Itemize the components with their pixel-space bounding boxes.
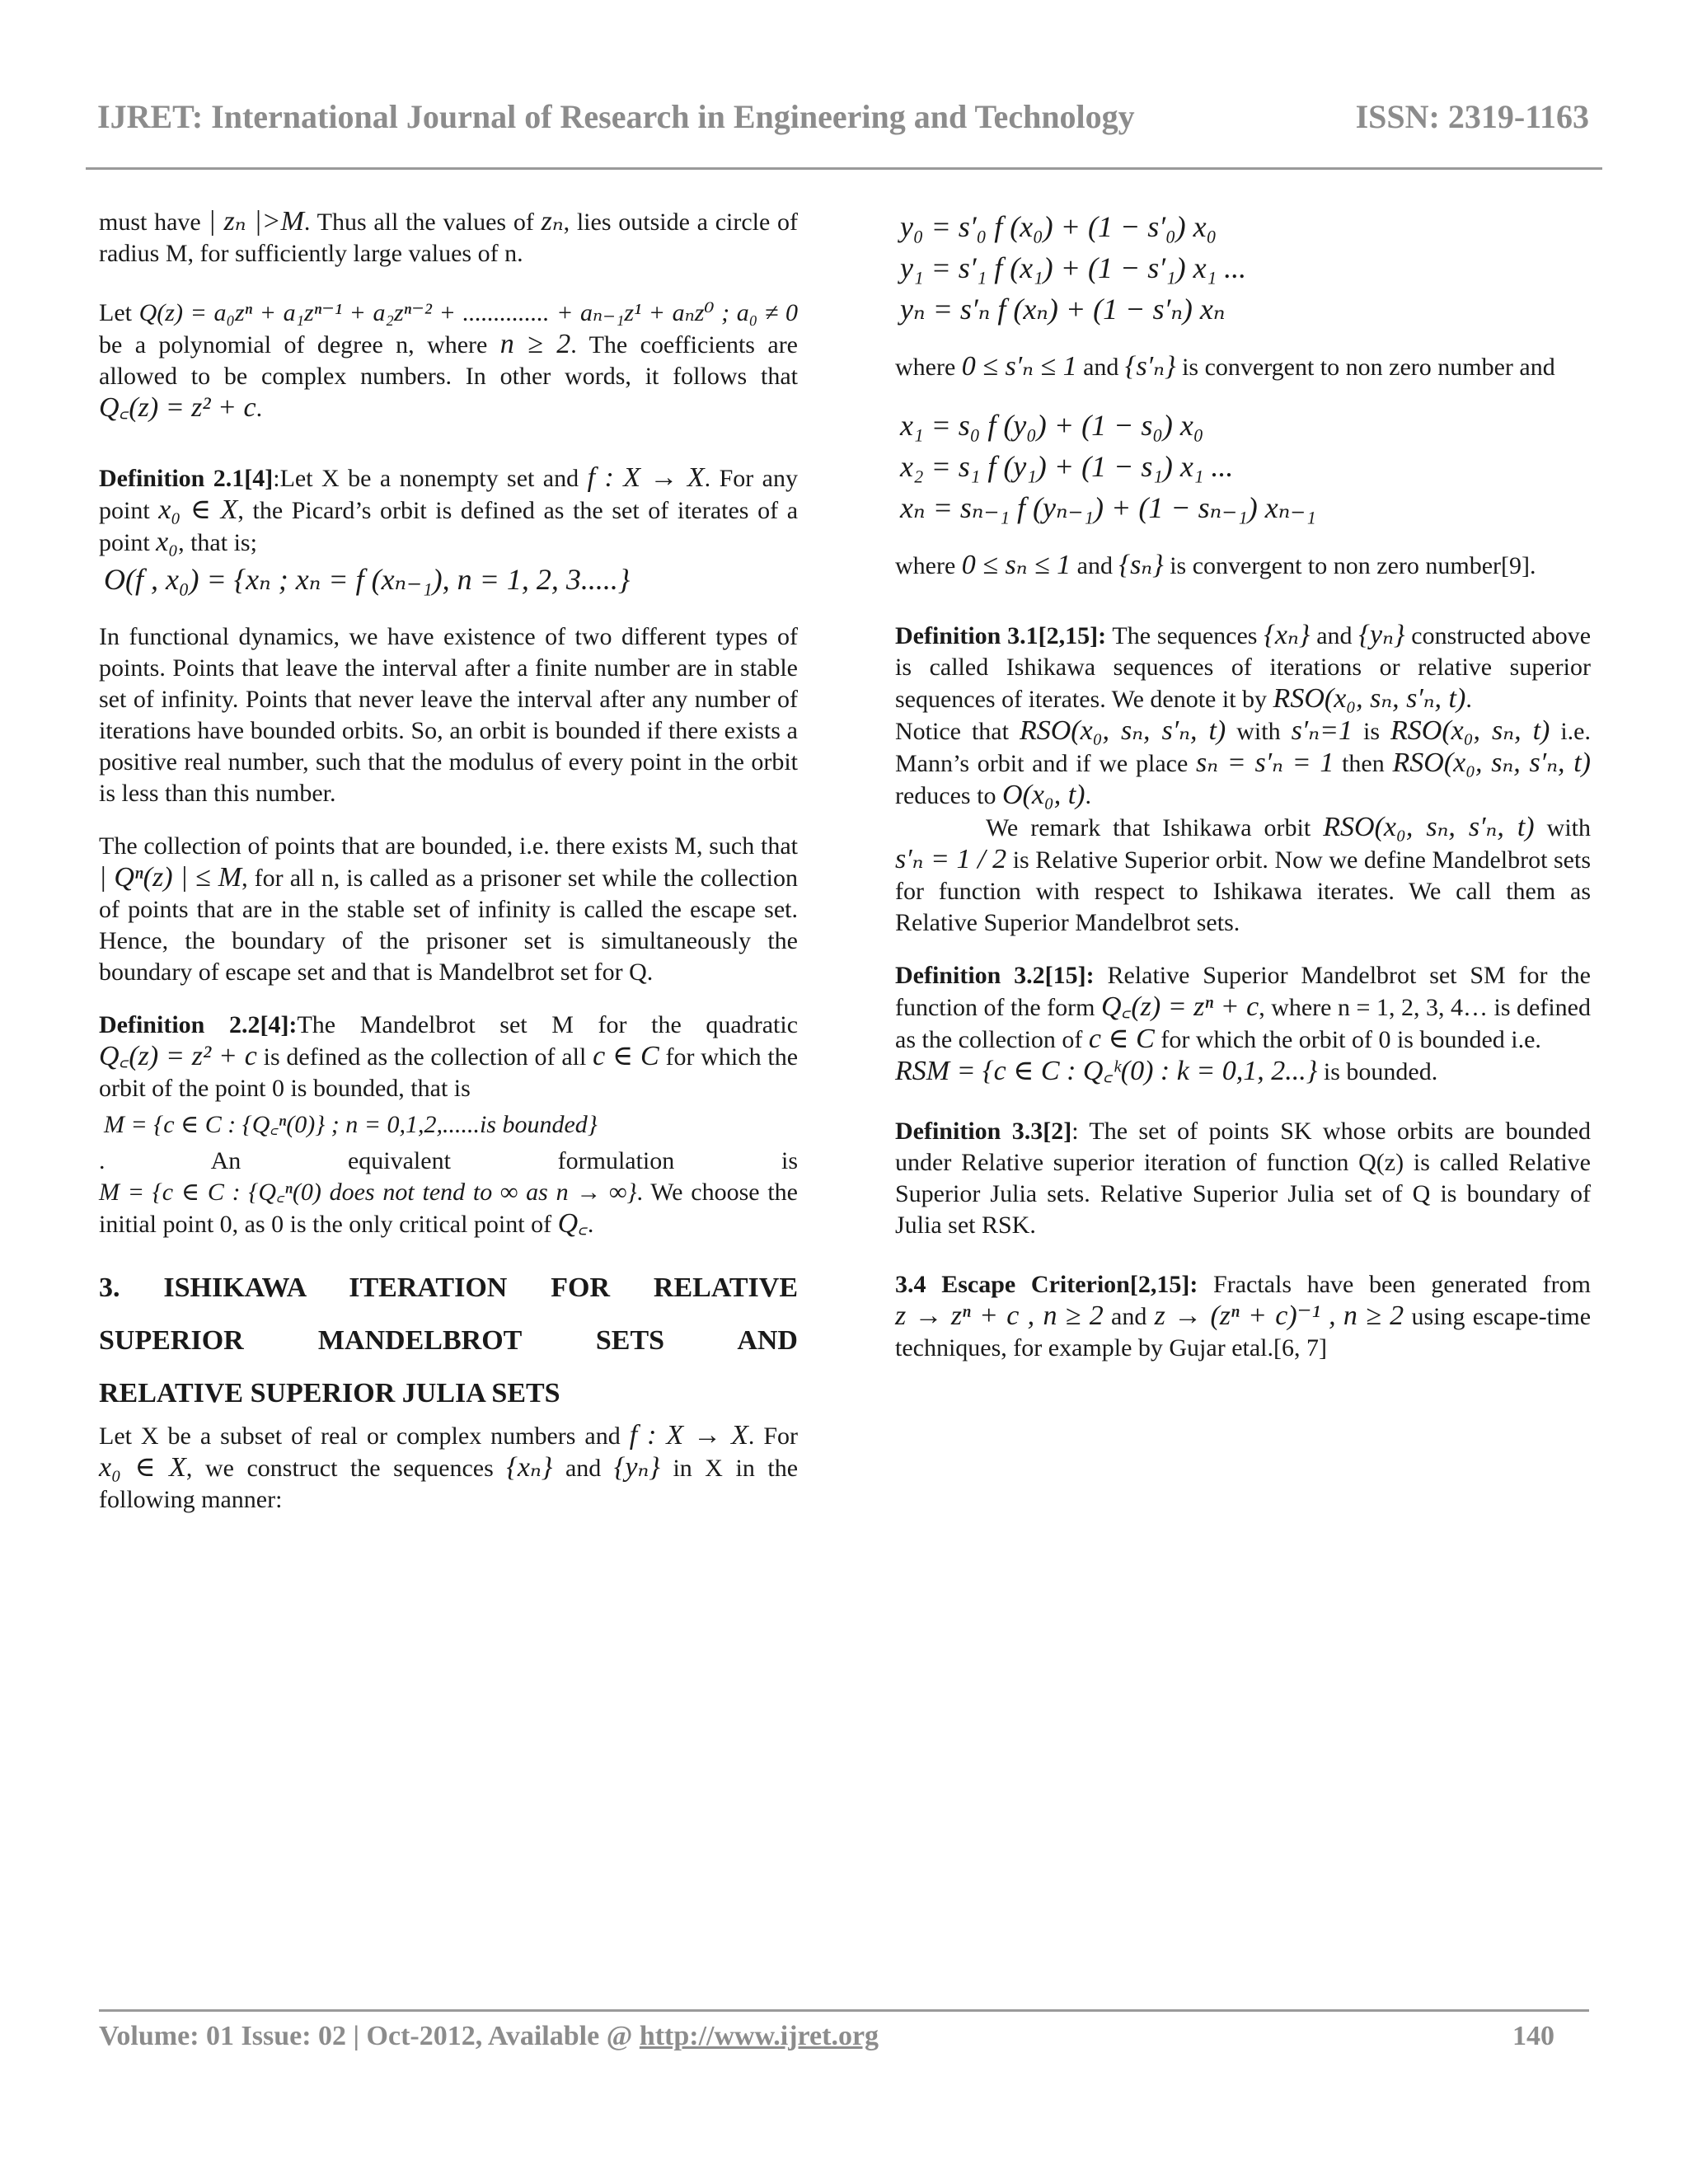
escape-criterion: 3.4 Escape Criterion[2,15]: Fractals have been generated from z → zⁿ + c , n ≥ 2 and z → (zⁿ + c)⁻¹ , n ≥ 2 using escape-time techniques, for example by Gujar etal.[6, 7]	[895, 1271, 1592, 1361]
definition-2-2-cont: . An equivalent formulation is M = {c ∈ C : {Q꜀ⁿ(0) does not tend to ∞ as n → ∞}. We choose the initial point 0, as 0 is the only critical point of Q꜀.	[99, 1147, 798, 1239]
paragraph-functional-dynamics: In functional dynamics, we have existence of two different types of points. Points that leave the interval after a finite number are in stable set of infinity. Points that never leave the interval after any number of iterations have bounded orbits. So, an orbit is bounded if there exists a positive real number, such that the modulus of every point in the orbit is less than this number.	[99, 623, 798, 807]
definition-3-1: Definition 3.1[2,15]: The sequences {xₙ} and {yₙ} constructed above is called Ishikawa sequences of iterations or relative superior sequences of iterates. We denote it by RSO(x₀, sₙ, s′ₙ, t).	[895, 620, 1592, 714]
definition-3-3: Definition 3.3[2]: The set of points SK whose orbits are bounded under Relative superior iteration of function Q(z) is called Relative Superior Julia sets. Relative Superior Julia set of Q is boundary of Julia set RSK.	[895, 1118, 1591, 1239]
section-heading-3-line-3: RELATIVE SUPERIOR JULIA SETS	[99, 1378, 560, 1408]
footer-volume: Volume: 01 Issue: 02 | Oct-2012, Available @ http://www.ijret.org	[99, 2021, 879, 2051]
section-heading-3-line-2: SUPERIOR MANDELBROT SETS AND	[99, 1325, 798, 1356]
paragraph-where-s: where 0 ≤ sₙ ≤ 1 and {sₙ} is convergent to non zero number[9].	[895, 550, 1536, 580]
paragraph-bounded: must have | zₙ |>M. Thus all the values of zₙ, lies outside a circle of radius M, for sufficiently large values of n.	[99, 206, 799, 267]
definition-2-1: Definition 2.1[4]:Let X be a nonempty set and f : X → X. For any point x₀ ∈ X, the Picard’s orbit is defined as the set of iterates of a point x₀, that is;	[99, 462, 799, 557]
equation-yn: yₙ = s′ₙ f (xₙ) + (1 − s′ₙ) xₙ	[900, 293, 1226, 326]
mandelbrot-set-formula: M = {c ∈ C : {Q꜀ⁿ(0)} ; n = 0,1,2,......is bounded}	[104, 1111, 598, 1138]
definition-2-2: Definition 2.2[4]:The Mandelbrot set M for the quadratic Q꜀(z) = z² + c is defined as the collection of all c ∈ C for which the orbit of the point 0 is bounded, that is	[99, 1011, 799, 1102]
paragraph-notice: Notice that RSO(x₀, sₙ, s′ₙ, t) with s′ₙ=1 is RSO(x₀, sₙ, t) i.e. Mann’s orbit and if we place sₙ = s′ₙ = 1 then RSO(x₀, sₙ, s′ₙ, t) reduces to O(x₀, t).	[895, 715, 1592, 810]
paragraph-polynomial: Let Q(z) = a₀zⁿ + a₁zⁿ⁻¹ + a₂zⁿ⁻² + .............. + aₙ₋₁z¹ + aₙz⁰ ; a₀ ≠ 0 be a polynomial of degree n, where n ≥ 2. The coefficients are allowed to be complex numbers. In other words, it follows that Q꜀(z) = z² + c.	[99, 299, 799, 423]
section-heading-3: 3. ISHIKAWA ITERATION FOR RELATIVE	[99, 1272, 798, 1303]
paragraph-where-sprime: where 0 ≤ s′ₙ ≤ 1 and {s′ₙ} is convergent to non zero number and	[895, 351, 1555, 382]
equation-x2: x₂ = s₁ f (y₁) + (1 − s₁) x₁ ...	[900, 450, 1234, 483]
definition-3-2: Definition 3.2[15]: Relative Superior Mandelbrot set SM for the function of the form Q꜀(z) = zⁿ + c, where n = 1, 2, 3, 4… is defined as the collection of c ∈ C for which the orbit of 0 is bounded i.e.	[895, 962, 1591, 1054]
footer-divider	[99, 2009, 1589, 2012]
equation-y1: y₁ = s′₁ f (x₁) + (1 − s′₁) x₁ ...	[900, 251, 1247, 284]
equation-x1: x₁ = s₀ f (y₀) + (1 − s₀) x₀	[900, 409, 1204, 442]
right-column	[895, 206, 1591, 1364]
journal-link[interactable]: http://www.ijret.org	[639, 2021, 879, 2051]
equation-xn: xₙ = sₙ₋₁ f (yₙ₋₁) + (1 − sₙ₋₁) xₙ₋₁	[900, 491, 1316, 524]
header-divider	[86, 167, 1602, 170]
page-number: 140	[1512, 2021, 1554, 2051]
paragraph-sequences: Let X be a subset of real or complex numbers and f : X → X. For x₀ ∈ X, we construct the sequences {xₙ} and {yₙ} in X in the following manner:	[99, 1420, 799, 1513]
paragraph-remark: We remark that Ishikawa orbit RSO(x₀, sₙ, s′ₙ, t) with s′ₙ = 1 / 2 is Relative Superior orbit. Now we define Mandelbrot sets for function with respect to Ishikawa iterates. We call them as Relative Superior Mandelbrot sets.	[895, 812, 1592, 936]
journal-title: IJRET: International Journal of Research in Engineering and Technology	[97, 98, 1135, 135]
equation-y0: y₀ = s′₀ f (x₀) + (1 − s′₀) x₀	[900, 210, 1217, 243]
definition-3-2-formula: RSM = {c ∈ C : Q꜀ᵏ(0) : k = 0,1, 2...} is bounded.	[895, 1056, 1438, 1086]
issn: ISSN: 2319-1163	[1355, 98, 1589, 135]
left-column	[99, 206, 798, 1516]
picard-orbit-formula: O(f , x₀) = {xₙ ; xₙ = f (xₙ₋₁), n = 1, 2, 3.....}	[104, 563, 631, 596]
paragraph-prisoner-set: The collection of points that are bounded, i.e. there exists M, such that | Qⁿ(z) | ≤ M, for all n, is called as a prisoner set while the collection of points that are in the stable set of infinity is called the escape set. Hence, the boundary of the prisoner set is simultaneously the boundary of escape set and that is Mandelbrot set for Q.	[99, 832, 798, 986]
